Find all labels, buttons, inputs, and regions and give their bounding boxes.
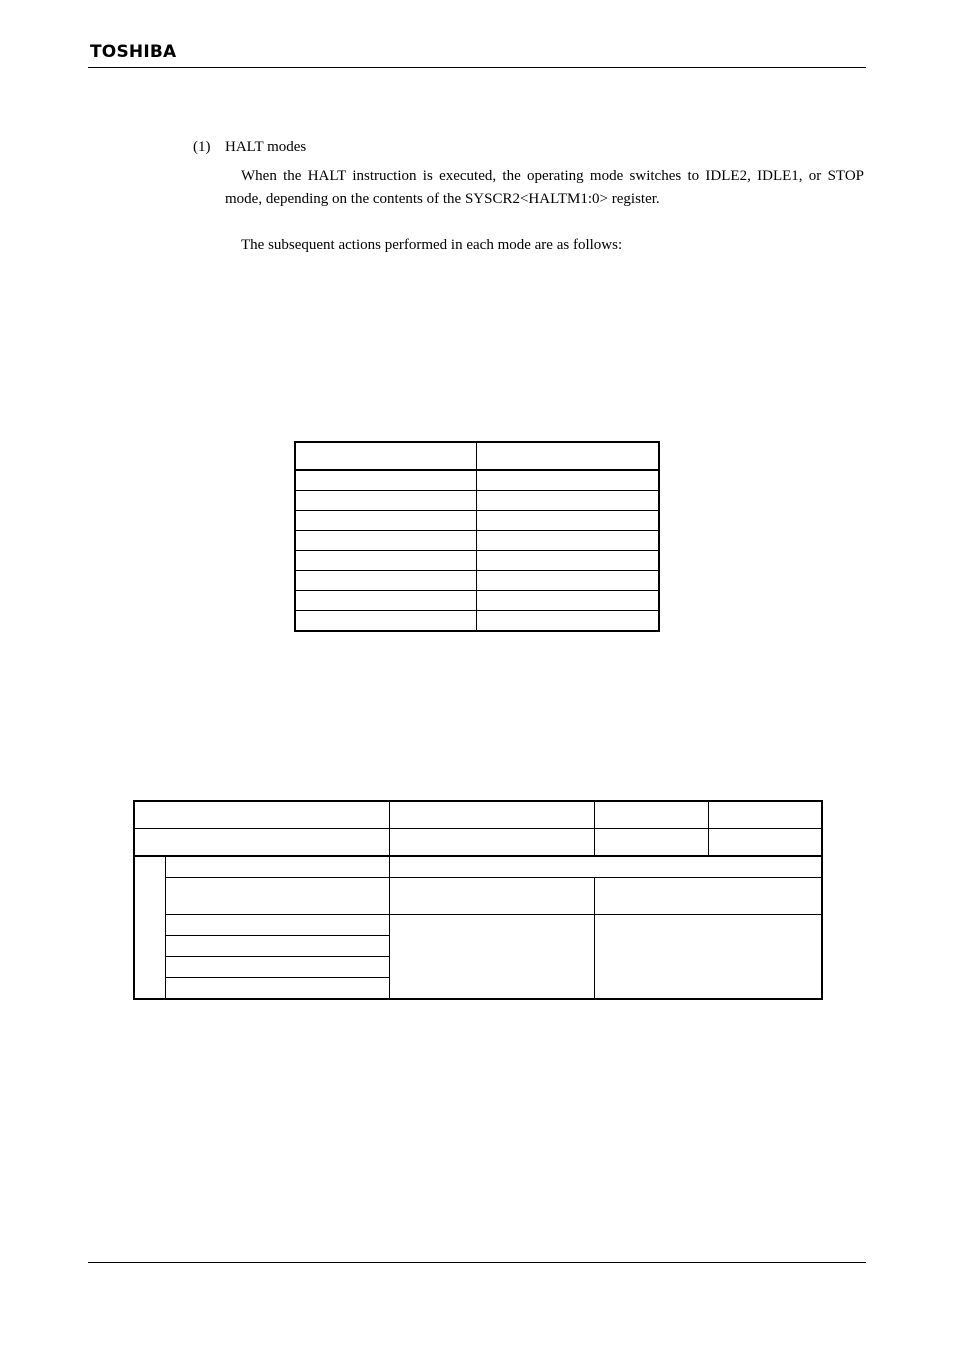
table-row [295,531,659,551]
table-cell [594,801,708,829]
table-row [295,591,659,611]
table-cell [165,936,389,957]
section-number: (1) [193,139,211,155]
table-row [295,551,659,571]
table-cell [165,856,389,878]
table-cell [295,531,477,551]
table-row [134,856,822,878]
table-cell [165,978,389,1000]
table-row [295,470,659,491]
table-cell [389,801,594,829]
table-cell [389,856,822,878]
table-row [295,571,659,591]
table-cell [134,801,389,829]
table-cell [165,957,389,978]
table-cell [389,915,594,1000]
table-cell [295,551,477,571]
table-cell [477,591,660,611]
table-cell [477,531,660,551]
table-cell [134,829,389,857]
table-cell [295,511,477,531]
table-cell [295,571,477,591]
table-row [134,829,822,857]
table-row [295,442,659,470]
header-rule [88,67,866,68]
table-cell [134,856,165,999]
table-cell [594,829,708,857]
table-row [134,801,822,829]
halt-description-paragraph: When the HALT instruction is executed, the operating mode switches to IDLE2, IDLE1, or STOP mode, depending on the contents of the SYSCR2<HALTM1:0> register. [225,168,864,207]
halt-mode-state-table [133,800,823,1000]
table-cell [165,915,389,936]
halt-mode-pin-table [294,441,660,632]
table-cell [295,491,477,511]
table-cell [389,878,594,915]
table-cell [295,611,477,632]
table-cell [708,801,822,829]
table-cell [708,829,822,857]
footer-rule [88,1262,866,1263]
table-cell [594,878,822,915]
table-row [134,915,822,936]
table-cell [477,511,660,531]
subsequent-actions-paragraph: The subsequent actions performed in each mode are as follows: [241,237,623,253]
section-title: HALT modes [225,139,307,155]
table-cell [477,442,660,470]
table-cell [477,551,660,571]
table-cell [295,442,477,470]
table-cell [594,915,822,1000]
section-heading [193,139,306,156]
table-row [295,491,659,511]
table-row [295,511,659,531]
table-cell [477,571,660,591]
table-row [134,878,822,915]
table-row [295,611,659,632]
table-cell [295,470,477,491]
table-cell [389,829,594,857]
table-cell [477,470,660,491]
toshiba-logo: TOSHIBA [90,42,177,62]
table-cell [477,611,660,632]
table-cell [295,591,477,611]
table-cell [477,491,660,511]
table-cell [165,878,389,915]
